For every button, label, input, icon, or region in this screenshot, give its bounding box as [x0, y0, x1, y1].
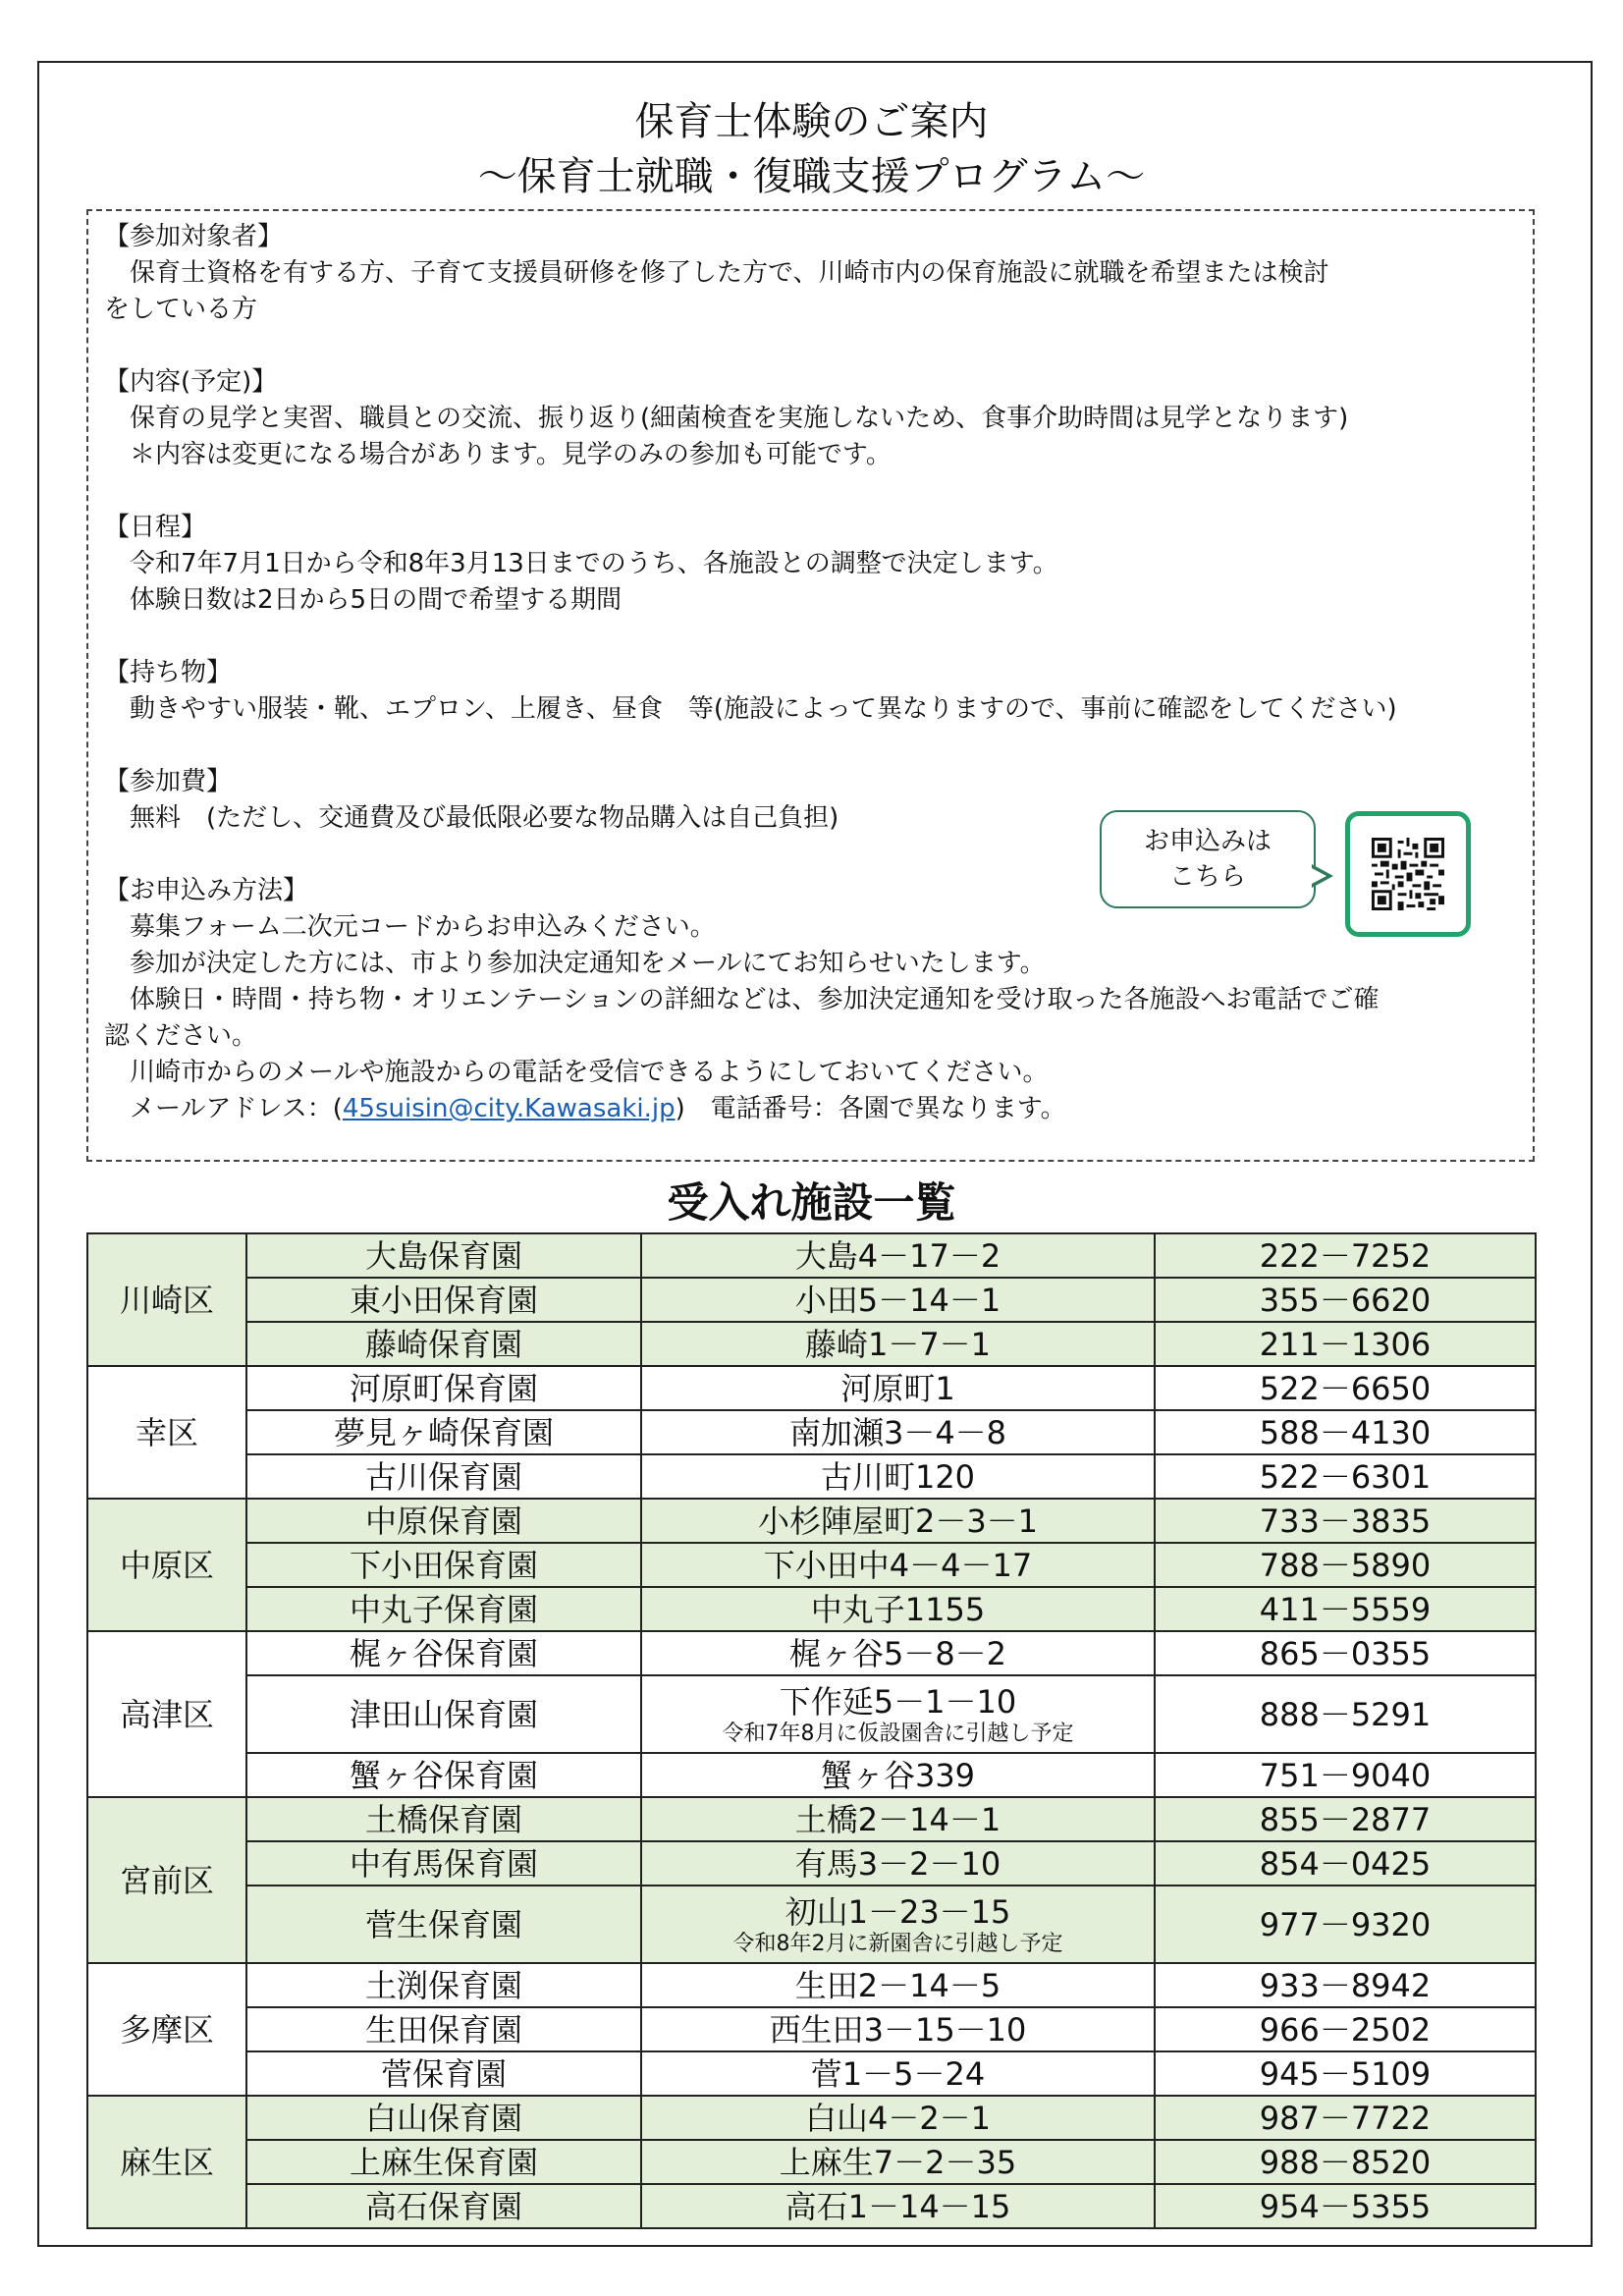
- section-line: 保育の見学と実習、職員との交流、振り返り(細菌検査を実施しないため、食事介助時間は見学となります): [130, 404, 1349, 433]
- section-line: 参加が決定した方には、市より参加決定通知をメールにてお知らせいたします。: [130, 949, 1046, 978]
- address-text: 小杉陣屋町2－3－1: [757, 1502, 1039, 1540]
- facility-address-cell: [641, 1886, 1155, 1963]
- facility-address-cell: [641, 1233, 1155, 1278]
- facility-address-cell: [641, 1499, 1155, 1543]
- section-line: 体験日・時間・持ち物・オリエンテーションの詳細などは、参加決定通知を受け取った各施設へお電話でご確: [130, 985, 1380, 1014]
- section-text: をしている方: [104, 295, 258, 324]
- facility-address-cell: [641, 2096, 1155, 2140]
- table-row: [87, 1587, 1536, 1631]
- facility-name-cell: 生田保育園: [246, 2007, 641, 2051]
- section-text: [104, 909, 1517, 946]
- table-row: [87, 1454, 1536, 1499]
- section-heading: 【参加対象者】: [104, 222, 284, 251]
- page-subtitle: ～保育士就職・復職支援プログラム～: [477, 154, 1146, 199]
- section-text: [104, 255, 1517, 292]
- table-row: [87, 1233, 1536, 1278]
- facility-phone-cell: 933－8942: [1155, 1963, 1536, 2007]
- address-text: 高石1－14－15: [784, 2187, 1011, 2225]
- address-text: 河原町1: [840, 1369, 955, 1407]
- facility-address-cell: [641, 1587, 1155, 1631]
- section-line: 動きやすい服装・靴、エプロン、上履き、昼食 等(施設によって異なりますので、事前に確認をしてください): [130, 694, 1397, 724]
- address-note: 令和8年2月に新園舎に引越し予定: [732, 1931, 1063, 1956]
- facility-name-cell: 東小田保育園: [246, 1278, 641, 1322]
- facility-name-cell: 津田山保育園: [246, 1675, 641, 1753]
- section-heading: 【持ち物】: [104, 658, 233, 687]
- table-row: [87, 2051, 1536, 2096]
- address-text: 白山4－2－1: [804, 2099, 992, 2137]
- facility-phone-cell: 888－5291: [1155, 1675, 1536, 1753]
- address-text: 上麻生7－2－35: [779, 2143, 1017, 2181]
- facility-address-cell: [641, 2184, 1155, 2228]
- facility-name-cell: 河原町保育園: [246, 1366, 641, 1410]
- mail-line: [104, 1091, 1517, 1127]
- section-text: [104, 1055, 1517, 1091]
- ward-cell: 多摩区: [87, 1963, 246, 2096]
- section-target: [104, 219, 1517, 328]
- facility-name-cell: 白山保育園: [246, 2096, 641, 2140]
- section-text: [104, 546, 1517, 582]
- section-line: 令和7年7月1日から令和8年3月13日までのうち、各施設との調整で決定します。: [130, 549, 1058, 578]
- facility-address-cell: [641, 1675, 1155, 1753]
- facility-phone-cell: 865－0355: [1155, 1631, 1536, 1675]
- qr-code-frame[interactable]: [1345, 811, 1471, 937]
- facility-phone-cell: 211－1306: [1155, 1322, 1536, 1366]
- address-text: 下小田中4－4－17: [763, 1546, 1033, 1584]
- facility-name-cell: 蟹ヶ谷保育園: [246, 1753, 641, 1797]
- facility-address-cell: [641, 1278, 1155, 1322]
- facility-table-body: [87, 1233, 1536, 2228]
- table-row: [87, 1886, 1536, 1963]
- facility-name-cell: 梶ヶ谷保育園: [246, 1631, 641, 1675]
- facility-phone-cell: 751－9040: [1155, 1753, 1536, 1797]
- section-line: 無料 (ただし、交通費及び最低限必要な物品購入は自己負担): [130, 803, 839, 833]
- facility-name-cell: 中原保育園: [246, 1499, 641, 1543]
- section-schedule: [104, 510, 1517, 619]
- address-text: 蟹ヶ谷339: [820, 1756, 976, 1794]
- address-text: 大島4－17－2: [794, 1236, 1001, 1275]
- facility-address-cell: [641, 1322, 1155, 1366]
- section-line: 保育士資格を有する方、子育て支援員研修を修了した方で、川崎市内の保育施設に就職を希望または検討: [130, 258, 1329, 288]
- facility-address-cell: [641, 1841, 1155, 1886]
- address-text: 土橋2－14－1: [794, 1800, 1001, 1838]
- section-line: 川崎市からのメールや施設からの電話を受信できるようにしておいてください。: [130, 1058, 1049, 1087]
- section-text: [104, 401, 1517, 437]
- table-row: [87, 1753, 1536, 1797]
- ward-cell: 中原区: [87, 1499, 246, 1631]
- facility-phone-cell: 222－7252: [1155, 1233, 1536, 1278]
- section-text: [104, 582, 1517, 619]
- facility-name-cell: 古川保育園: [246, 1454, 641, 1499]
- facility-address-cell: [641, 1797, 1155, 1841]
- facility-name-cell: 藤崎保育園: [246, 1322, 641, 1366]
- section-heading: 【日程】: [104, 513, 207, 542]
- facility-phone-cell: 522－6301: [1155, 1454, 1536, 1499]
- section-text: [104, 437, 1517, 473]
- facility-phone-cell: 954－5355: [1155, 2184, 1536, 2228]
- facility-phone-cell: 977－9320: [1155, 1886, 1536, 1963]
- ward-cell: 宮前区: [87, 1797, 246, 1963]
- facility-name-cell: 菅保育園: [246, 2051, 641, 2096]
- facility-address-cell: [641, 1454, 1155, 1499]
- table-row: [87, 1797, 1536, 1841]
- facility-phone-cell: 988－8520: [1155, 2140, 1536, 2184]
- facility-name-cell: 中有馬保育園: [246, 1841, 641, 1886]
- address-text: 古川町120: [820, 1457, 976, 1496]
- section-line: 体験日数は2日から5日の間で希望する期間: [130, 585, 622, 615]
- section-heading: 【お申込み方法】: [104, 876, 309, 905]
- section-text: [104, 691, 1517, 728]
- address-text: 西生田3－15－10: [769, 2010, 1027, 2049]
- facility-name-cell: 中丸子保育園: [246, 1587, 641, 1631]
- facility-name-cell: 菅生保育園: [246, 1886, 641, 1963]
- address-text: 生田2－14－5: [794, 1966, 1001, 2004]
- facility-name-cell: 下小田保育園: [246, 1543, 641, 1587]
- facility-phone-cell: 788－5890: [1155, 1543, 1536, 1587]
- section-content: [104, 364, 1517, 473]
- facility-phone-cell: 588－4130: [1155, 1410, 1536, 1454]
- address-text: 初山1－23－15: [784, 1892, 1011, 1931]
- table-row: [87, 2184, 1536, 2228]
- table-row: [87, 1322, 1536, 1366]
- table-row: [87, 1631, 1536, 1675]
- address-text: 梶ヶ谷5－8－2: [788, 1634, 1007, 1672]
- table-row: [87, 1410, 1536, 1454]
- facility-phone-cell: 355－6620: [1155, 1278, 1536, 1322]
- facility-name-cell: 土渕保育園: [246, 1963, 641, 2007]
- mail-prefix: メールアドレス：(: [130, 1094, 343, 1123]
- table-row: [87, 1675, 1536, 1753]
- section-text: 認ください。: [104, 1021, 258, 1051]
- facility-name-cell: 上麻生保育園: [246, 2140, 641, 2184]
- section-text: [104, 946, 1517, 982]
- mail-link[interactable]: 45suisin@city.Kawasaki.jp: [342, 1094, 676, 1123]
- table-row: [87, 2007, 1536, 2051]
- ward-cell: 高津区: [87, 1631, 246, 1797]
- address-text: 藤崎1－7－1: [804, 1325, 992, 1363]
- facility-table: [86, 1232, 1537, 2229]
- address-text: 下作延5－1－10: [779, 1682, 1017, 1721]
- table-row: [87, 1366, 1536, 1410]
- ward-cell: 麻生区: [87, 2096, 246, 2228]
- callout-tail-inner: [1310, 867, 1326, 885]
- section-line: ＊内容は変更になる場合があります。見学のみの参加も可能です。: [130, 440, 892, 469]
- facility-phone-cell: 522－6650: [1155, 1366, 1536, 1410]
- section-heading: 【参加費】: [104, 767, 233, 796]
- table-row: [87, 1963, 1536, 2007]
- facility-phone-cell: 855－2877: [1155, 1797, 1536, 1841]
- facility-address-cell: [641, 2007, 1155, 2051]
- facility-phone-cell: 733－3835: [1155, 1499, 1536, 1543]
- mail-suffix: ) 電話番号：各園で異なります。: [675, 1094, 1066, 1123]
- facility-address-cell: [641, 1543, 1155, 1587]
- facility-address-cell: [641, 2140, 1155, 2184]
- section-heading: 【内容(予定)】: [104, 367, 278, 397]
- facility-address-cell: [641, 1366, 1155, 1410]
- address-text: 南加瀬3－4－8: [788, 1413, 1007, 1451]
- facility-name-cell: 夢見ヶ崎保育園: [246, 1410, 641, 1454]
- facility-address-cell: [641, 1410, 1155, 1454]
- table-row: [87, 1543, 1536, 1587]
- info-box: [86, 209, 1535, 1162]
- facility-address-cell: [641, 2051, 1155, 2096]
- ward-cell: 幸区: [87, 1366, 246, 1499]
- facility-name-cell: 高石保育園: [246, 2184, 641, 2228]
- facility-name-cell: 土橋保育園: [246, 1797, 641, 1841]
- section-belongings: [104, 655, 1517, 728]
- facility-address-cell: [641, 1753, 1155, 1797]
- facility-phone-cell: 411－5559: [1155, 1587, 1536, 1631]
- facility-phone-cell: 966－2502: [1155, 2007, 1536, 2051]
- table-row: [87, 1278, 1536, 1322]
- address-text: 菅1－5－24: [810, 2054, 986, 2093]
- address-text: 中丸子1155: [810, 1590, 986, 1628]
- facility-address-cell: [641, 1963, 1155, 2007]
- address-text: 小田5－14－1: [794, 1281, 1001, 1319]
- page-title: 保育士体験のご案内: [634, 99, 989, 144]
- apply-callout: [1100, 810, 1316, 908]
- facility-phone-cell: 987－7722: [1155, 2096, 1536, 2140]
- table-row: [87, 2096, 1536, 2140]
- facility-list-title: 受入れ施設一覧: [667, 1178, 956, 1227]
- section-line: 募集フォーム二次元コードからお申込みください。: [130, 912, 716, 942]
- table-row: [87, 1841, 1536, 1886]
- callout-line: お申込みは: [1143, 827, 1271, 856]
- table-row: [87, 2140, 1536, 2184]
- table-row: [87, 1499, 1536, 1543]
- section-apply: [104, 873, 1517, 1127]
- facility-address-cell: [641, 1631, 1155, 1675]
- facility-name-cell: 大島保育園: [246, 1233, 641, 1278]
- address-text: 有馬3－2－10: [794, 1844, 1001, 1883]
- ward-cell: 川崎区: [87, 1233, 246, 1366]
- facility-phone-cell: 945－5109: [1155, 2051, 1536, 2096]
- address-note: 令和7年8月に仮設園舎に引越し予定: [722, 1721, 1074, 1746]
- section-text: [104, 982, 1517, 1018]
- facility-phone-cell: 854－0425: [1155, 1841, 1536, 1886]
- callout-line: こちら: [1168, 862, 1246, 892]
- qr-code-icon[interactable]: [1372, 838, 1444, 910]
